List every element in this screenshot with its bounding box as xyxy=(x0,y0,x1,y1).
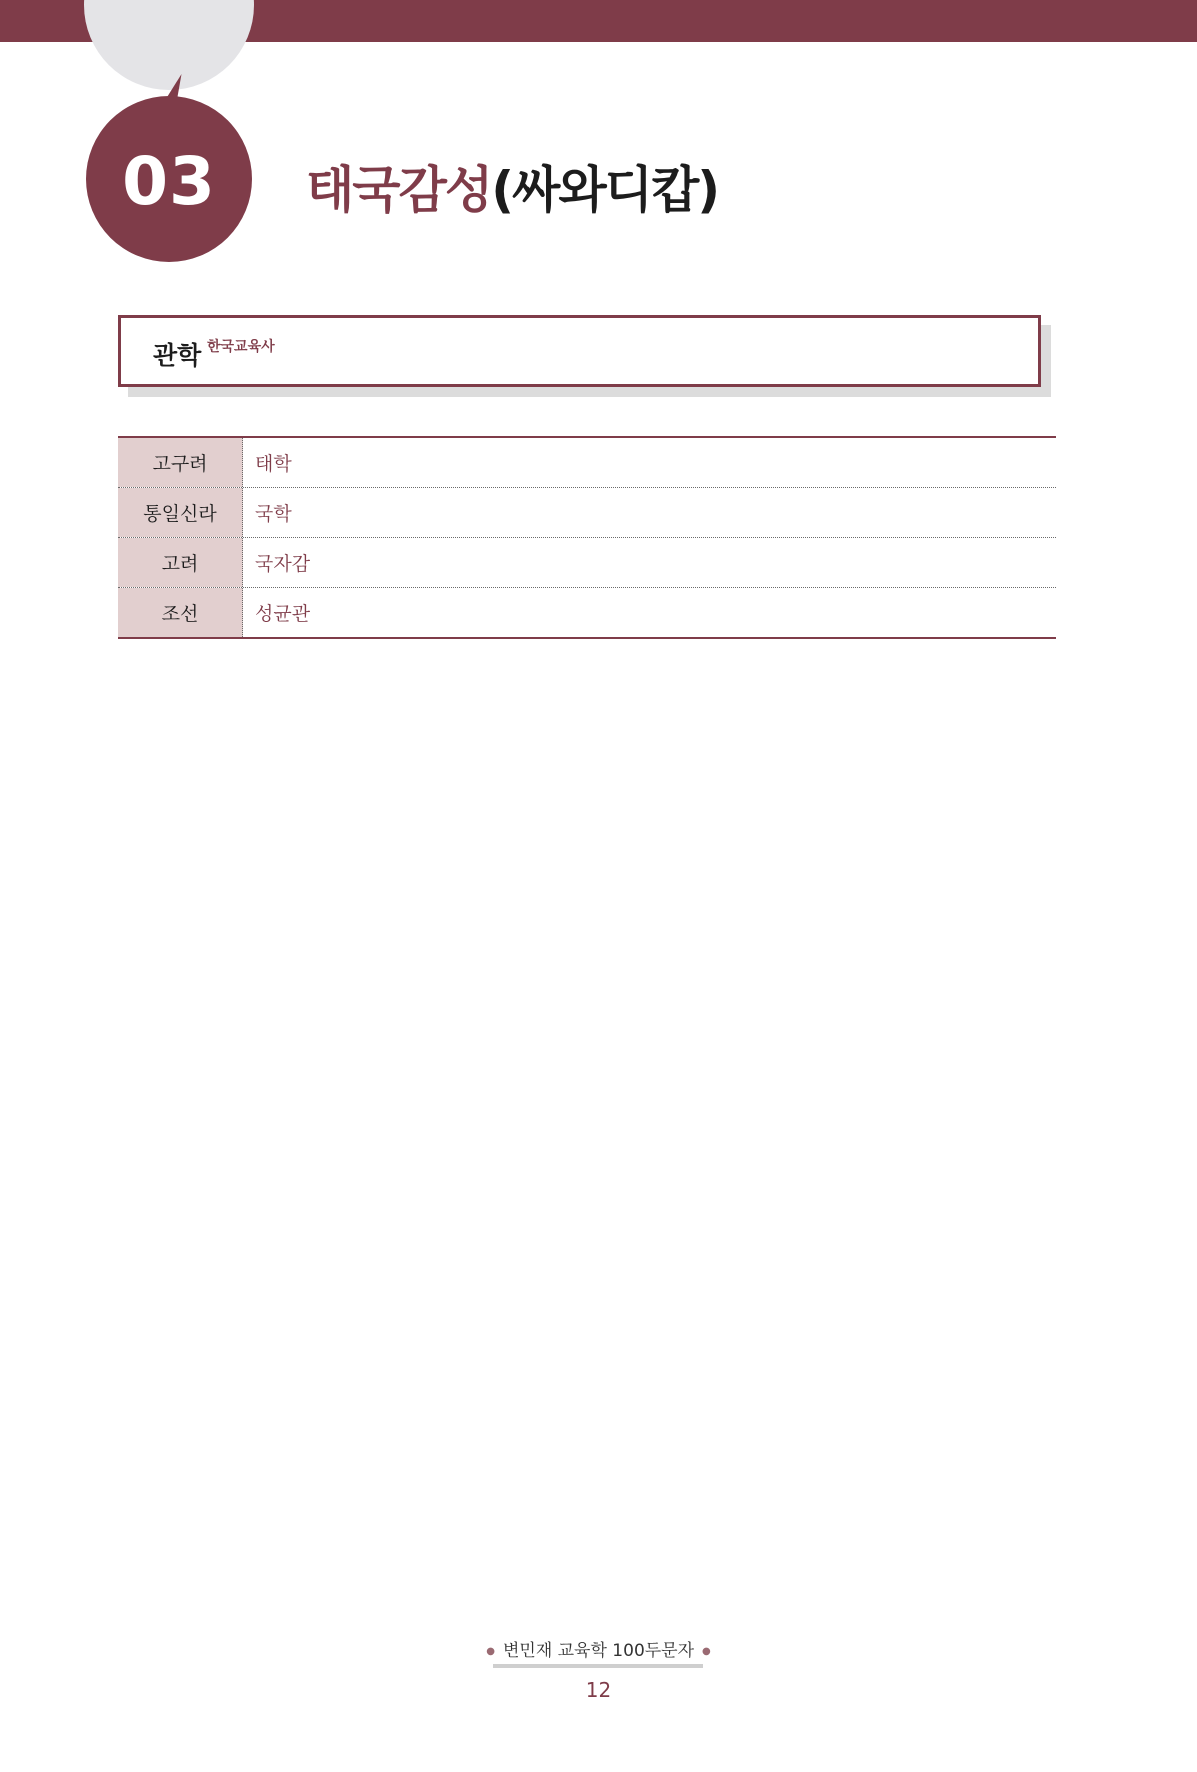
table-row xyxy=(118,538,1056,588)
era-cell: 고려 xyxy=(118,538,243,587)
section-number-badge xyxy=(86,96,252,262)
institution-cell: 국자감 xyxy=(255,553,311,575)
book-title: 변민재 교육학 100두문자 xyxy=(502,1641,695,1661)
institution-cell: 국학 xyxy=(255,503,292,525)
table-row xyxy=(118,488,1056,538)
topic-main: 관학 xyxy=(153,341,202,370)
table-row xyxy=(118,438,1056,488)
institution-cell: 성균관 xyxy=(255,603,311,625)
institution-cell: 태학 xyxy=(255,453,292,475)
table-row xyxy=(118,588,1056,637)
footer-underline xyxy=(493,1664,703,1668)
page-number: 12 xyxy=(585,1678,612,1702)
era-cell: 조선 xyxy=(118,588,243,637)
footer-book-title xyxy=(0,1636,1197,1661)
topic-box xyxy=(118,315,1041,387)
topic-sub: 한국교육사 xyxy=(207,339,275,355)
era-cell: 통일신라 xyxy=(118,488,243,537)
bullet-icon: ● xyxy=(486,1645,495,1657)
title-accent: 태국감성 xyxy=(306,161,492,219)
title-rest: (싸와디캅) xyxy=(491,161,719,219)
era-cell: 고구려 xyxy=(118,438,243,487)
institution-table xyxy=(118,436,1056,639)
section-number: 03 xyxy=(122,142,216,220)
page-title xyxy=(306,150,718,222)
bullet-icon: ● xyxy=(702,1645,711,1657)
